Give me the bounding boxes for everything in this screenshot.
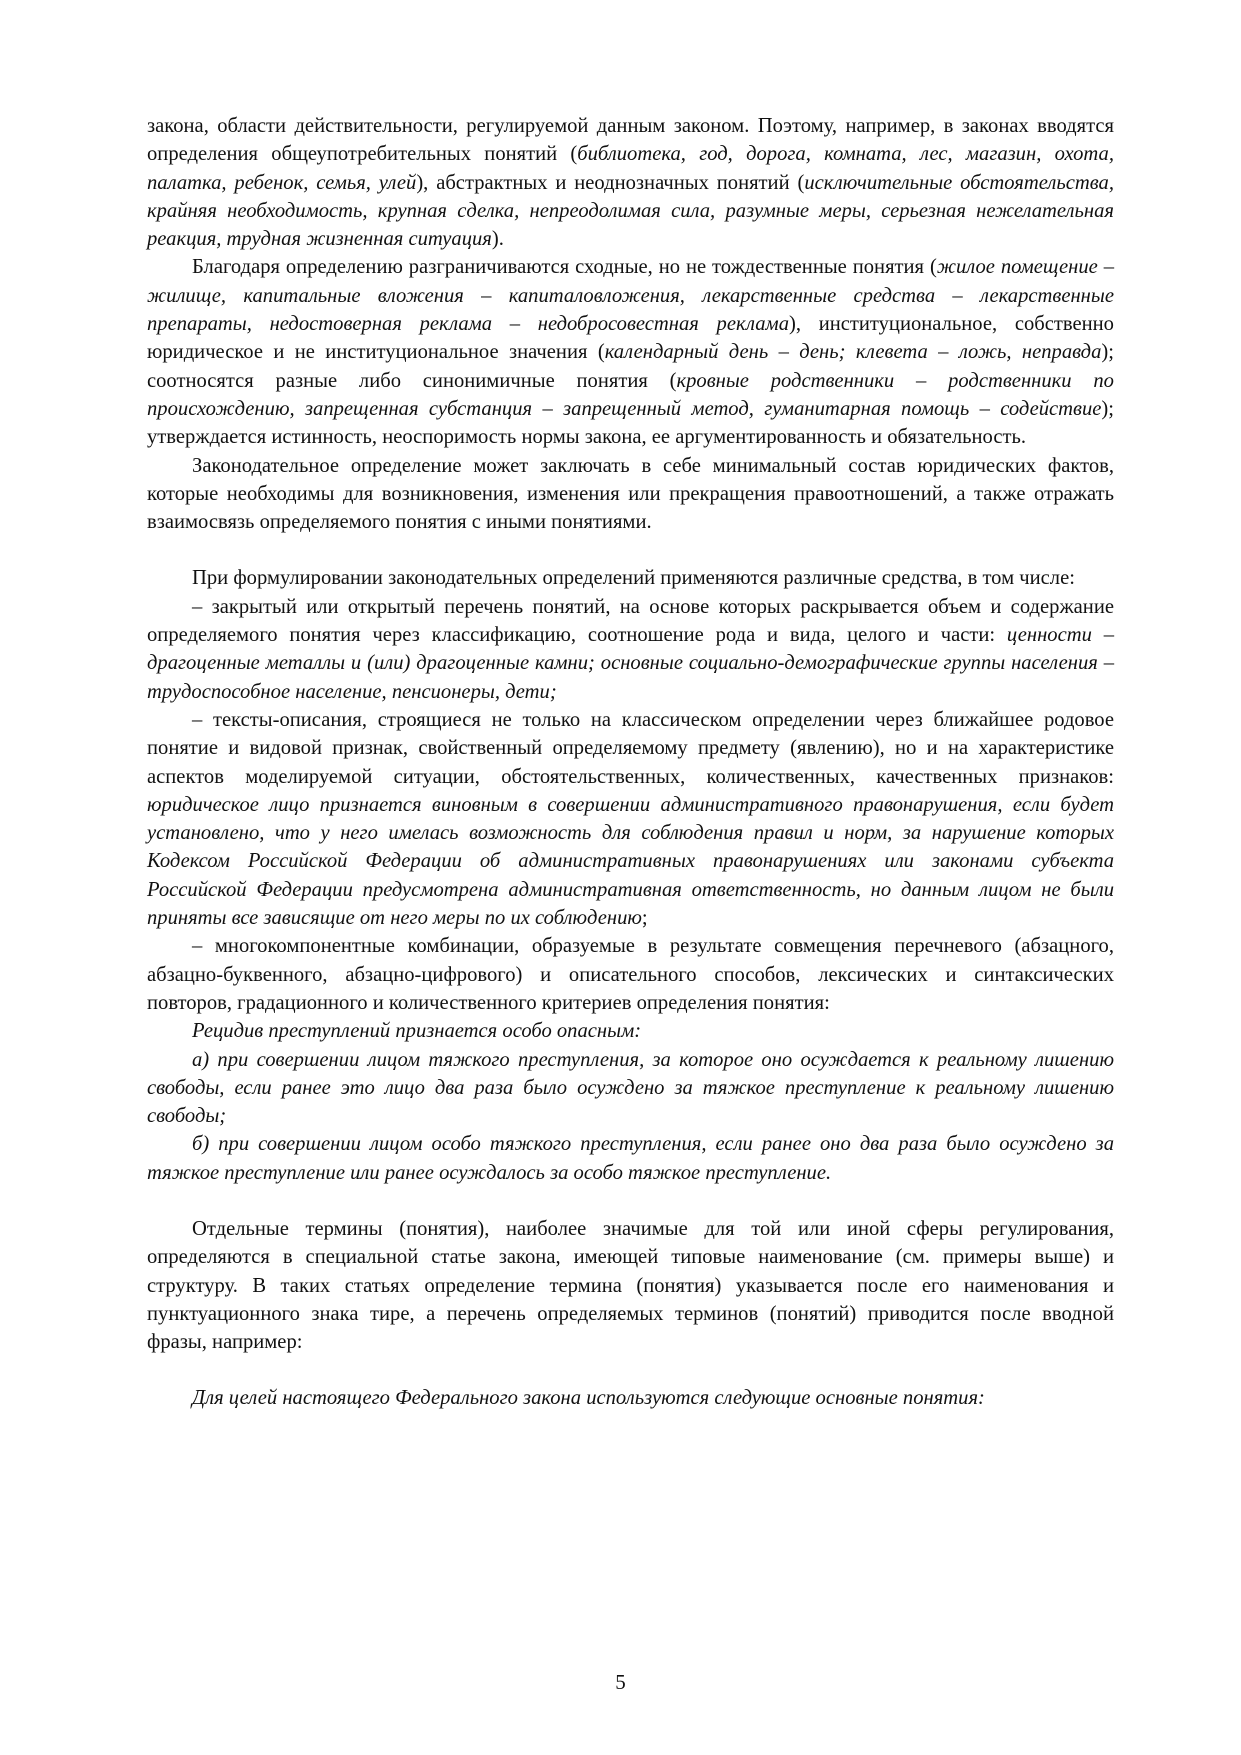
text-run: Благодаря определению разграничиваются сходные, но не тождественные понятия (	[192, 256, 937, 279]
document-body	[147, 112, 1114, 1413]
text-run: ), абстрактных и неоднозначных понятий (	[416, 171, 805, 194]
text-run: Законодательное определение может заключать в себе минимальный состав юридических фактов, которые необходимы для возникновения, изменения или прекращения правоотношений, а также отражать взаимосвязь определяемого понятия с иными понятиями.	[147, 454, 1114, 534]
text-run: ;	[641, 907, 648, 930]
text-run: закона, области действительности, регулируемой данным законом. Поэтому, например, в законах вводятся определения общеупотребительных понятий (	[147, 115, 1114, 166]
paragraph	[147, 932, 1114, 1017]
paragraph-spacer	[147, 1187, 1114, 1215]
italic-text: жилое помещение – жилище, капитальные вложения – капиталовложения, лекарственные средства – лекарственные препараты, недостоверная реклама – недобросовестная реклама	[147, 256, 1114, 336]
paragraph	[147, 1215, 1114, 1356]
text-run: – закрытый или открытый перечень понятий, на основе которых раскрывается объем и содержание определяемого понятия через классификацию, соотношение рода и вида, целого и части:	[147, 595, 1114, 647]
paragraph	[147, 593, 1114, 706]
page-number: 5	[615, 1670, 626, 1694]
text-run: – многокомпонентные комбинации, образуемые в результате совмещения перечневого (абзацного, абзацно-буквенного, абзацно-цифрового) и описательного способов, лексических и синтаксических повторов, градационного и количественного критериев определения понятия:	[147, 935, 1114, 1014]
text-run: Отдельные термины (понятия), наиболее значимые для той или иной сферы регулирования, определяются в специальной статье закона, имеющей типовые наименование (см. примеры выше) и структуру. В таких статьях определение термина (понятия) указывается после его наименования и пунктуационного знака тире, а перечень определяемых терминов (понятий) приводится после вводной фразы, например:	[147, 1217, 1114, 1354]
text-run: При формулировании законодательных определений применяются различные средства, в том числе:	[192, 567, 1075, 590]
text-run: ); соотносятся разные либо синонимичные понятия (	[147, 341, 1114, 392]
italic-text: ценности – драгоценные металлы и (или) драгоценные камни; основные социально-демографические группы населения – трудоспособное население, пенсионеры, дети;	[147, 624, 1114, 703]
paragraph	[147, 706, 1114, 932]
italic-text: а) при совершении лицом тяжкого преступления, за которое оно осуждается к реальному лишению свободы, если ранее это лицо два раза было осуждено за тяжкое преступление к реальному лишению свободы;	[147, 1048, 1114, 1128]
paragraph	[147, 564, 1114, 592]
italic-text: исключительные обстоятельства, крайняя необходимость, крупная сделка, непреодолимая сила, разумные меры, серьезная нежелательная реакция, трудная жизненная ситуация	[147, 171, 1114, 251]
italic-text: Для целей настоящего Федерального закона используются следующие основные понятия:	[192, 1387, 985, 1410]
paragraph-spacer	[147, 1356, 1114, 1384]
text-run: ).	[491, 228, 504, 251]
paragraph	[147, 452, 1114, 537]
italic-text: Рецидив преступлений признается особо опасным:	[192, 1020, 642, 1043]
paragraph	[147, 253, 1114, 451]
paragraph	[147, 1384, 1114, 1412]
paragraph	[147, 1046, 1114, 1131]
italic-text: календарный день – день; клевета – ложь, неправда	[604, 341, 1102, 364]
italic-text: библиотека, год, дорога, комната, лес, магазин, охота, палатка, ребенок, семья, улей	[147, 143, 1114, 194]
paragraph-spacer	[147, 536, 1114, 564]
italic-text: юридическое лицо признается виновным в совершении административного правонарушения, если будет установлено, что у него имелась возможность для соблюдения правил и норм, за нарушение которых Кодексом Российской Федерации об административных правонарушениях или законами субъекта Российской Федерации предусмотрена административная ответственность, но данным лицом не были приняты все зависящие от него меры по их соблюдению	[147, 793, 1114, 930]
paragraph	[147, 112, 1114, 253]
italic-text: б) при совершении лицом особо тяжкого преступления, если ранее оно два раза было осуждено за тяжкое преступление или ранее осуждалось за особо тяжкое преступление.	[147, 1133, 1114, 1184]
paragraph	[147, 1130, 1114, 1187]
italic-text: кровные родственники – родственники по происхождению, запрещенная субстанция – запрещенный метод, гуманитарная помощь – содействие	[147, 369, 1114, 420]
text-run: ); утверждается истинность, неоспоримость нормы закона, ее аргументированность и обязательность.	[147, 397, 1114, 449]
text-run: ), институциональное, собственно юридическое и не институциональное значения (	[147, 313, 1114, 364]
text-run: – тексты-описания, строящиеся не только на классическом определении через ближайшее родовое понятие и видовой признак, свойственный определяемому предмету (явлению), но и на характеристике аспектов моделируемой ситуации, обстоятельственных, количественных, качественных признаков:	[147, 708, 1114, 788]
paragraph	[147, 1017, 1114, 1045]
